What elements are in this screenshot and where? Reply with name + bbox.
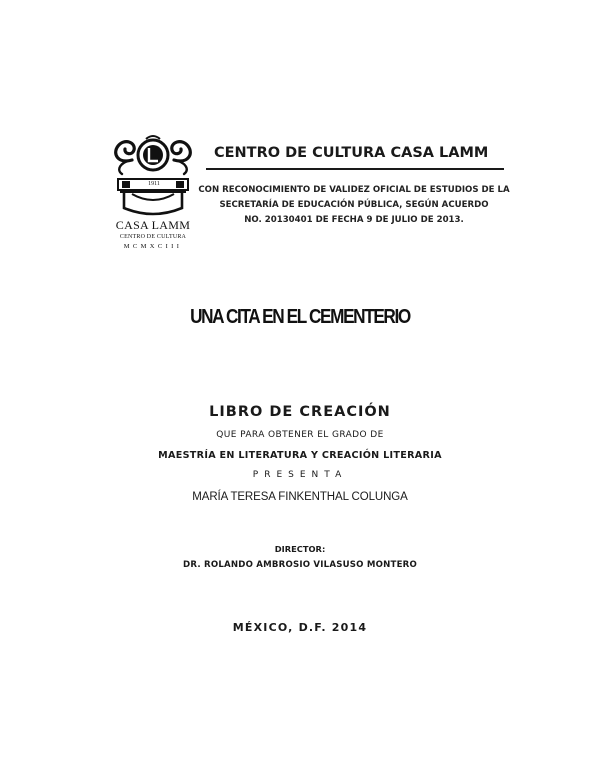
director-name: DR. ROLANDO AMBROSIO VILASUSO MONTERO bbox=[183, 560, 417, 570]
recognition-line: SECRETARÍA DE EDUCACIÓN PÚBLICA, SEGÚN ACUERDO bbox=[219, 200, 489, 210]
institution-name: CENTRO DE CULTURA CASA LAMM bbox=[214, 145, 489, 161]
director-label: DIRECTOR: bbox=[274, 544, 326, 554]
place-date: MÉXICO, D.F. 2014 bbox=[232, 621, 368, 634]
logo-name: CASA LAMM bbox=[115, 218, 191, 232]
credential-purpose: QUE PARA OBTENER EL GRADO DE bbox=[216, 430, 384, 440]
work-title: UNA CITA EN EL CEMENTERIO bbox=[190, 306, 410, 328]
recognition-statement bbox=[198, 183, 510, 228]
recognition-line: NO. 20130401 DE FECHA 9 DE JULIO DE 2013. bbox=[244, 215, 464, 225]
casa-lamm-logo bbox=[108, 134, 194, 264]
recognition-line: CON RECONOCIMIENTO DE VALIDEZ OFICIAL DE ESTUDIOS DE LA bbox=[198, 185, 510, 195]
logo-subtitle: CENTRO DE CULTURA bbox=[119, 234, 187, 240]
header-rule bbox=[206, 168, 504, 170]
degree-name: MAESTRÍA EN LITERATURA Y CREACIÓN LITERARIA bbox=[158, 450, 442, 461]
logo-roman-numeral: MCMXCIII bbox=[123, 243, 183, 250]
logo-year: 1911 bbox=[148, 181, 160, 187]
credential-heading: LIBRO DE CREACIÓN bbox=[209, 404, 391, 420]
crest-emblem-icon bbox=[108, 134, 198, 218]
presents-label: PRESENTA bbox=[252, 470, 348, 480]
author-name: MARÍA TERESA FINKENTHAL COLUNGA bbox=[192, 491, 408, 503]
